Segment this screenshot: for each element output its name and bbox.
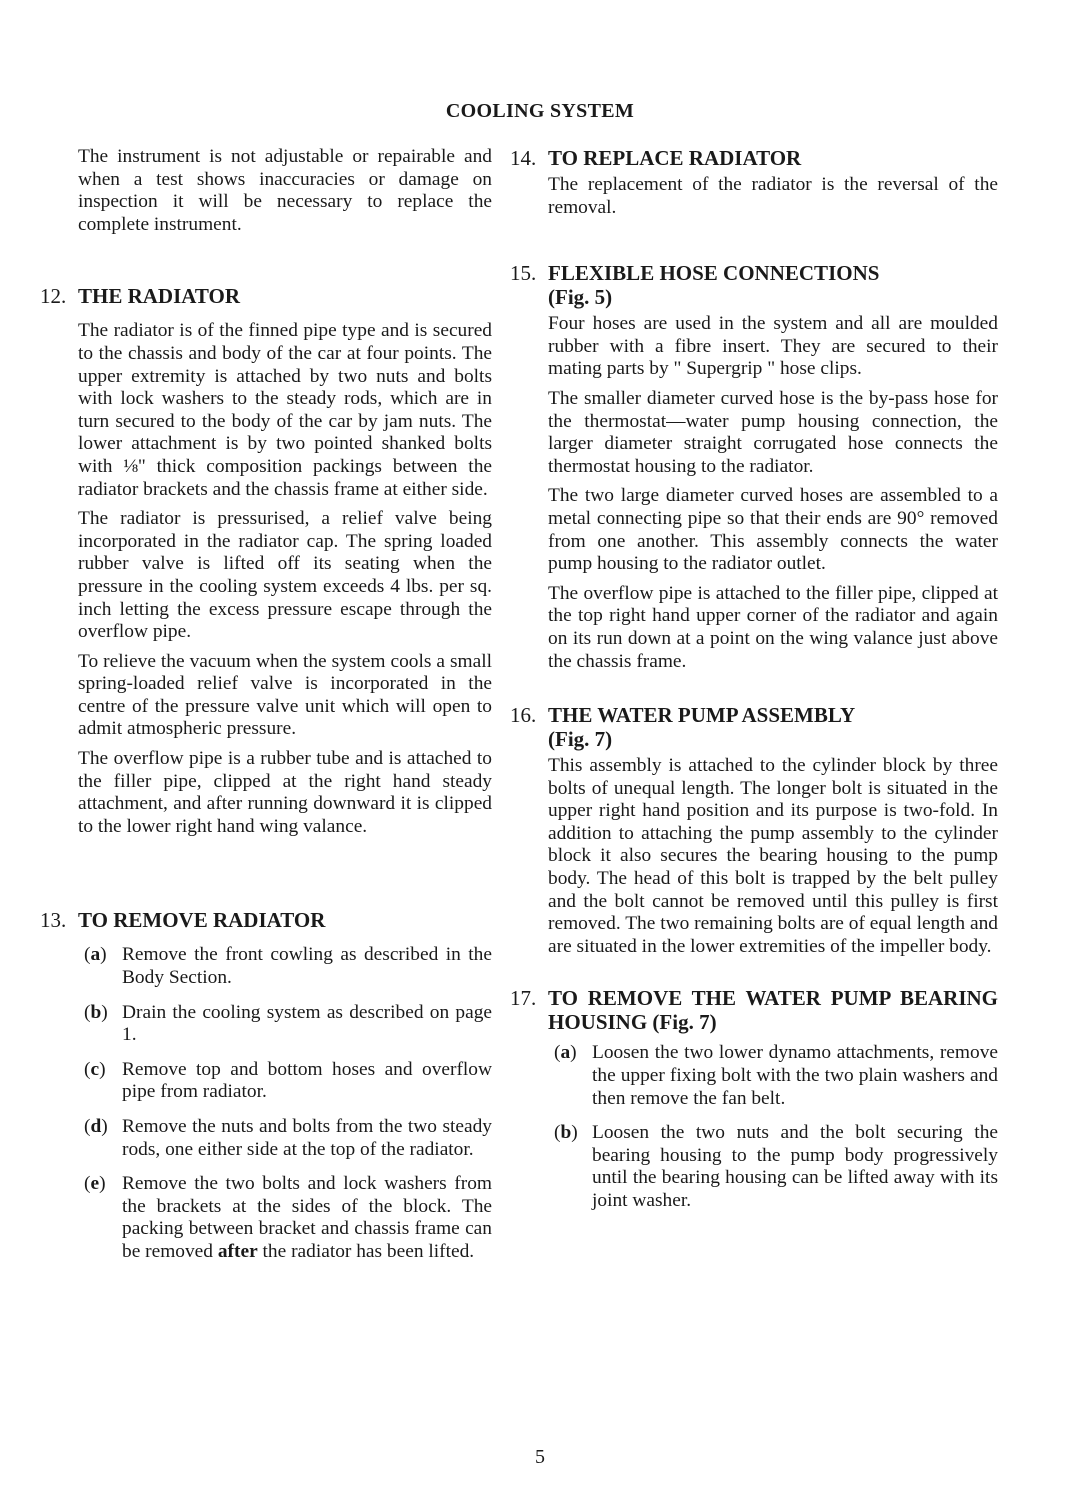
section-title: THE WATER PUMP ASSEMBLY: [548, 703, 856, 728]
section-12: [40, 284, 492, 838]
paragraph: The smaller diameter curved hose is the by-pass hose for the thermostat—water pump housing connection, the larger diameter straight corrugated hose connects the thermostat housing to the radiator.: [548, 387, 998, 477]
section-number: 15.: [510, 261, 537, 286]
left-column: [40, 146, 492, 1276]
list-item: (e) Remove the two bolts and lock washers from the brackets at the sides of the block. The packing between bracket and chassis frame can be removed after the radiator has been lifted.: [84, 1173, 492, 1262]
list-text: Remove the front cowling as described in the Body Section.: [122, 944, 492, 989]
right-column: [510, 146, 998, 1225]
intro-paragraph: The instrument is not adjustable or repairable and when a test shows inaccuracies or damage on inspection it will be necessary to replace the complete instrument.: [78, 146, 492, 235]
list-item: (b) Drain the cooling system as described on page 1.: [84, 1001, 492, 1046]
list-item: (c) Remove top and bottom hoses and overflow pipe from radiator.: [84, 1058, 492, 1103]
list-item: (a) Remove the front cowling as described in the Body Section.: [84, 944, 492, 989]
list-text: Remove the nuts and bolts from the two steady rods, one either side at the top of the radiator.: [122, 1116, 492, 1160]
page-number: 5: [535, 1446, 545, 1468]
list-text: Loosen the two nuts and the bolt securing the bearing housing to the pump body progressively until the bearing housing can be lifted away with its joint washer.: [592, 1122, 998, 1211]
section-16: [510, 703, 998, 958]
list-text: Loosen the two lower dynamo attachments, remove the upper fixing bolt with the two plain washers and then remove the fan belt.: [592, 1042, 998, 1109]
section-heading: THE RADIATOR: [78, 284, 241, 309]
section-title: FLEXIBLE HOSE CONNECTIONS: [548, 261, 880, 286]
section-heading: TO REMOVE RADIATOR: [78, 908, 326, 933]
section-heading: [548, 261, 998, 309]
section-heading: TO REPLACE RADIATOR: [548, 146, 802, 170]
list-text-tail: the radiator has been lifted.: [262, 1240, 475, 1262]
section-heading: TO REMOVE THE WATER PUMP BEARING HOUSING (Fig. 7): [548, 986, 998, 1035]
paragraph: The overflow pipe is a rubber tube and is attached to the filler pipe, clipped at the right hand steady attachment, and after running downward it is clipped to the lower right hand wing valance.: [78, 748, 492, 837]
figure-reference: (Fig. 5): [548, 285, 613, 310]
list-label: b: [90, 1001, 102, 1023]
paragraph: To relieve the vacuum when the system cools a small spring-loaded relief valve is incorporated in the centre of the pressure valve unit which will open to admit atmospheric pressure.: [78, 650, 492, 740]
list-label: d: [90, 1116, 102, 1137]
section-13: [40, 908, 492, 1263]
list-text-main: Remove the two bolts and lock washers from the brackets at the sides of the block. The packing between bracket and chassis frame can be removed: [122, 1173, 492, 1262]
paragraph: The two large diameter curved hoses are assembled to a metal connecting pipe so that their ends are 90° removed from one another. This assembly connects the water pump housing to the radiator outlet.: [548, 485, 998, 575]
section-number: 17.: [510, 986, 537, 1011]
paragraph: The replacement of the radiator is the reversal of the removal.: [548, 174, 998, 218]
section-17: [510, 986, 998, 1212]
list-text: Remove top and bottom hoses and overflow pipe from radiator.: [122, 1058, 492, 1103]
intro-block: [40, 146, 492, 236]
paragraph: The radiator is of the finned pipe type and is secured to the chassis and body of the car at four points. The upper extremity is attached by two nuts and bolts with lock washers to the steady rods, which are in turn secured to the body of the car by jam nuts. The lower attachment is by two pointed shanked bolts with ⅛" thick composition packings between the radiator brackets and the chassis frame at either side.: [78, 320, 492, 500]
section-number: 13.: [40, 908, 67, 933]
section-number: 16.: [510, 703, 537, 728]
list-item: (a) Loosen the two lower dynamo attachments, remove the upper fixing bolt with the two plain washers and then remove the fan belt.: [554, 1042, 998, 1109]
page-title: COOLING SYSTEM: [445, 100, 635, 122]
list-label: b: [560, 1122, 572, 1144]
section-heading: [548, 703, 998, 751]
paragraph: This assembly is attached to the cylinder block by three bolts of unequal length. The longer bolt is situated in the upper right hand position and its purpose is two-fold. In addition to attaching the pump assembly to the cylinder block it also secures the bearing housing to the pump body. The head of this bolt is trapped by the belt pulley and the bolt cannot be removed until this pulley is first removed. The two remaining bolts are of equal length and are situated in the lower extremities of the impeller body.: [548, 755, 998, 957]
list-label: e: [90, 1173, 100, 1195]
paragraph: The overflow pipe is attached to the filler pipe, clipped at the top right hand upper corner of the radiator and again on its run down at a point on the wing valance just above the chassis frame.: [548, 582, 998, 672]
figure-reference: (Fig. 7): [548, 727, 613, 752]
section-14: [510, 146, 998, 219]
paragraph: The radiator is pressurised, a relief valve being incorporated in the radiator cap. The spring loaded rubber valve is lifted off its seating when the pressure in the cooling system exceeds 4 lbs. per sq. inch letting the excess pressure escape through the overflow pipe.: [78, 508, 492, 643]
section-number: 14.: [510, 146, 537, 170]
list-label: a: [560, 1042, 571, 1064]
section-number: 12.: [40, 284, 67, 309]
list-label: c: [90, 1058, 100, 1080]
list-item: (d) Remove the nuts and bolts from the two steady rods, one either side at the top of the radiator.: [84, 1116, 492, 1160]
emphasis-after: after: [217, 1240, 258, 1262]
list-label: a: [90, 944, 101, 966]
list-text: Drain the cooling system as described on page 1.: [122, 1001, 492, 1046]
list-text: [122, 1173, 492, 1263]
paragraph: Four hoses are used in the system and all are moulded rubber with a fibre insert. They are secured to their mating parts by " Supergrip " hose clips.: [548, 313, 998, 380]
section-15: [510, 261, 998, 673]
list-item: (b) Loosen the two nuts and the bolt securing the bearing housing to the pump body progressively until the bearing housing can be lifted away with its joint washer.: [554, 1122, 998, 1211]
